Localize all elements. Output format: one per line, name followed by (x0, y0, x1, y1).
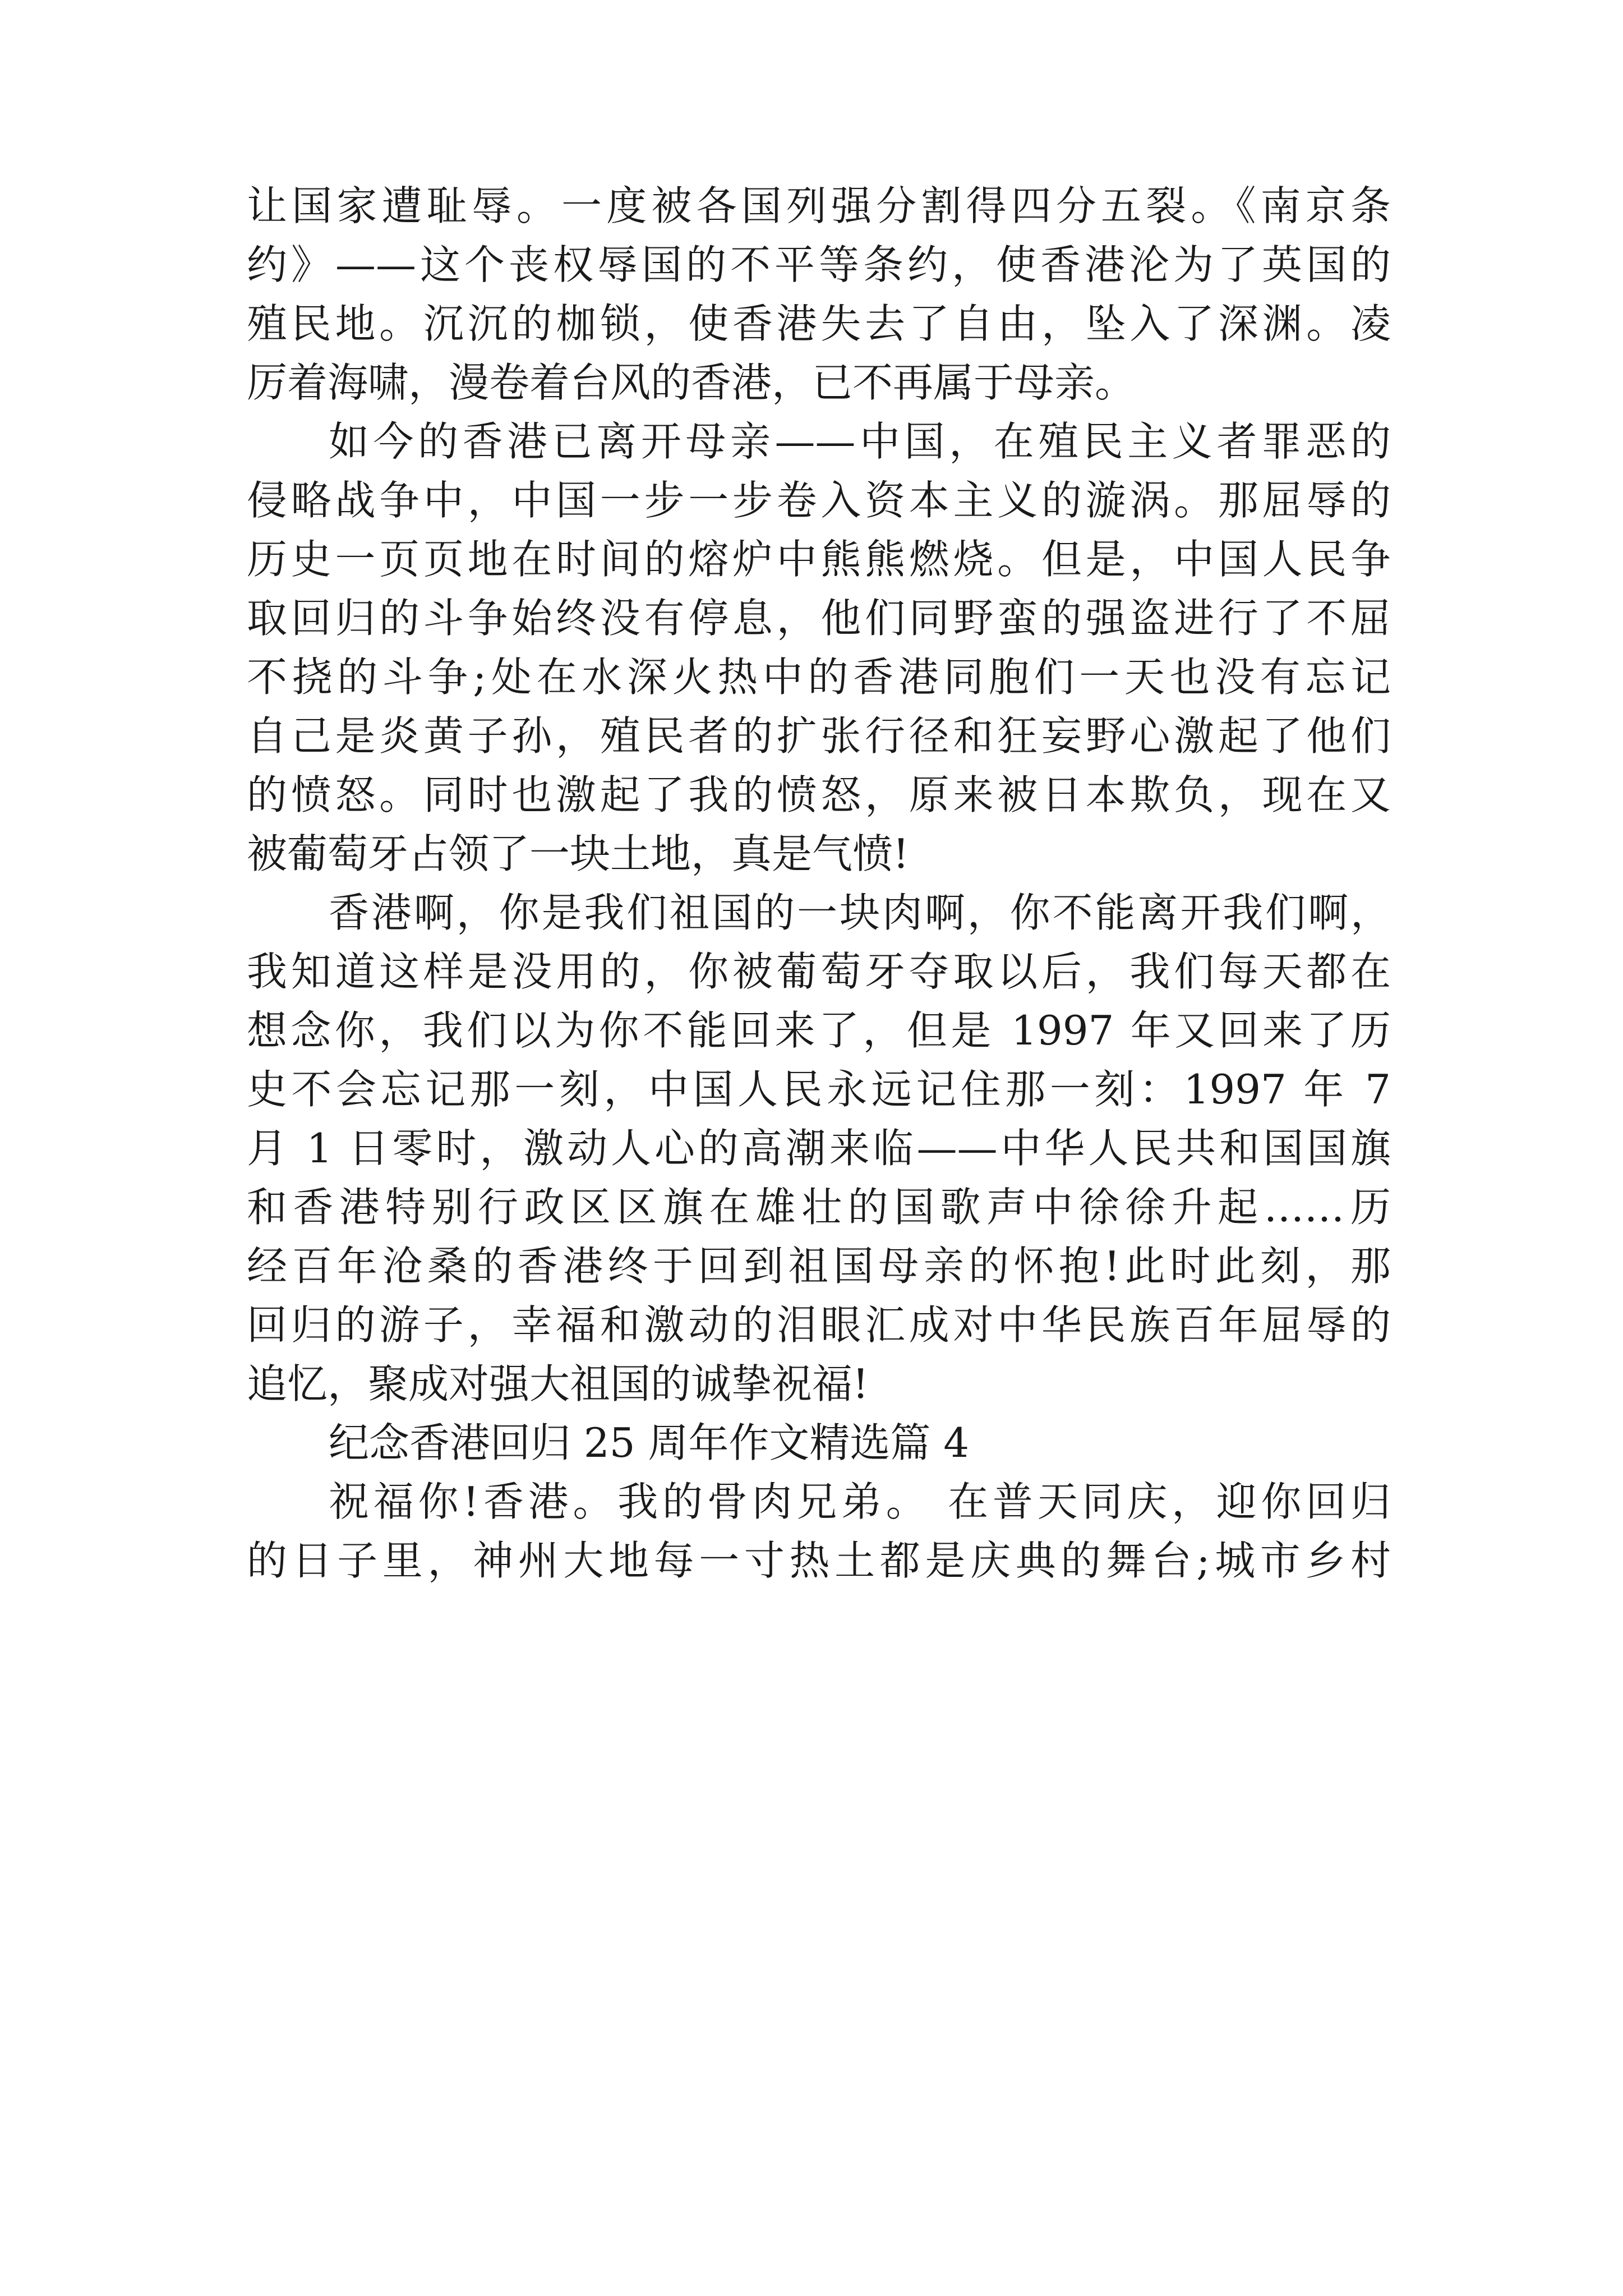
text-line: 史不会忘记那一刻，中国人民永远记住那一刻：1997 年 7 (247, 1066, 1391, 1113)
text-line: 回归的游子，幸福和激动的泪眼汇成对中华民族百年屈辱的 (247, 1301, 1391, 1349)
text-line: 不挠的斗争;处在水深火热中的香港同胞们一天也没有忘记 (247, 654, 1391, 701)
document-body (247, 177, 1391, 1590)
text-line: 我知道这样是没用的，你被葡萄牙夺取以后，我们每天都在 (247, 948, 1391, 995)
text-line: 侵略战争中，中国一步一步卷入资本主义的漩涡。那屈辱的 (247, 477, 1391, 524)
text-line: 约》——这个丧权辱国的不平等条约，使香港沦为了英国的 (247, 241, 1391, 288)
text-line: 取回归的斗争始终没有停息，他们同野蛮的强盗进行了不屈 (247, 595, 1391, 642)
text-line: 的日子里，神州大地每一寸热土都是庆典的舞台;城市乡村 (247, 1537, 1391, 1584)
text-line: 香港啊，你是我们祖国的一块肉啊，你不能离开我们啊， (329, 889, 1391, 936)
text-line: 经百年沧桑的香港终于回到祖国母亲的怀抱!此时此刻，那 (247, 1243, 1391, 1290)
text-line: 和香港特别行政区区旗在雄壮的国歌声中徐徐升起……历 (247, 1184, 1391, 1231)
text-line: 的愤怒。同时也激起了我的愤怒，原来被日本欺负，现在又 (247, 771, 1391, 818)
text-line: 追忆，聚成对强大祖国的诚挚祝福! (247, 1360, 869, 1407)
text-line: 厉着海啸，漫卷着台风的香港，已不再属于母亲。 (247, 359, 1136, 406)
text-line: 月 1 日零时，激动人心的高潮来临——中华人民共和国国旗 (247, 1125, 1391, 1172)
text-line: 被葡萄牙占领了一块土地，真是气愤! (247, 830, 909, 877)
text-line: 自己是炎黄子孙，殖民者的扩张行径和狂妄野心激起了他们 (247, 712, 1391, 760)
text-line: 殖民地。沉沉的枷锁，使香港失去了自由，坠入了深渊。凌 (247, 300, 1391, 347)
text-line: 让国家遭耻辱。一度被各国列强分割得四分五裂。《南京条 (247, 182, 1391, 229)
text-line: 如今的香港已离开母亲——中国，在殖民主义者罪恶的 (329, 418, 1391, 465)
section-heading: 纪念香港回归 25 周年作文精选篇 4 (329, 1419, 970, 1466)
text-line: 想念你，我们以为你不能回来了，但是 1997 年又回来了历 (247, 1007, 1391, 1054)
text-line: 祝福你!香港。我的骨肉兄弟。 在普天同庆，迎你回归 (329, 1478, 1391, 1525)
text-line: 历史一页页地在时间的熔炉中熊熊燃烧。但是，中国人民争 (247, 536, 1391, 583)
